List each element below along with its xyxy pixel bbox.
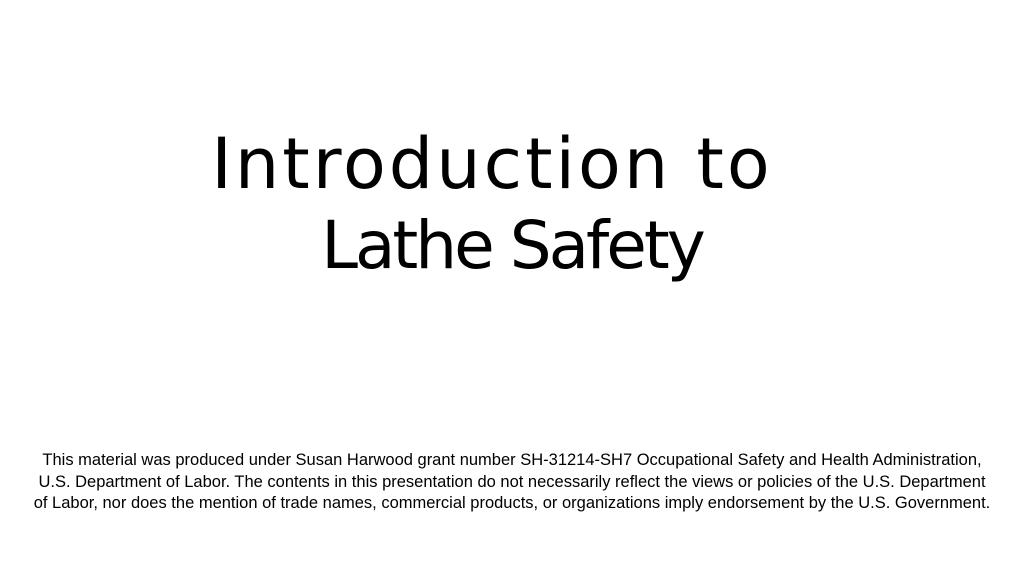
title-line-1: Introduction to [211, 123, 773, 205]
title-line-2: Lathe Safety [321, 207, 703, 284]
slide-title [100, 122, 924, 288]
grant-disclaimer: This material was produced under Susan Harwood grant number SH-31214-SH7 Occupational Safety and Health Administration, U.S. Department of Labor. The contents in this presentation do not necessarily reflect the views or policies of the U.S. Department of Labor, nor does the mention of trade names, commercial products, or organizations imply endorsement by the U.S. Government. [33, 451, 991, 512]
